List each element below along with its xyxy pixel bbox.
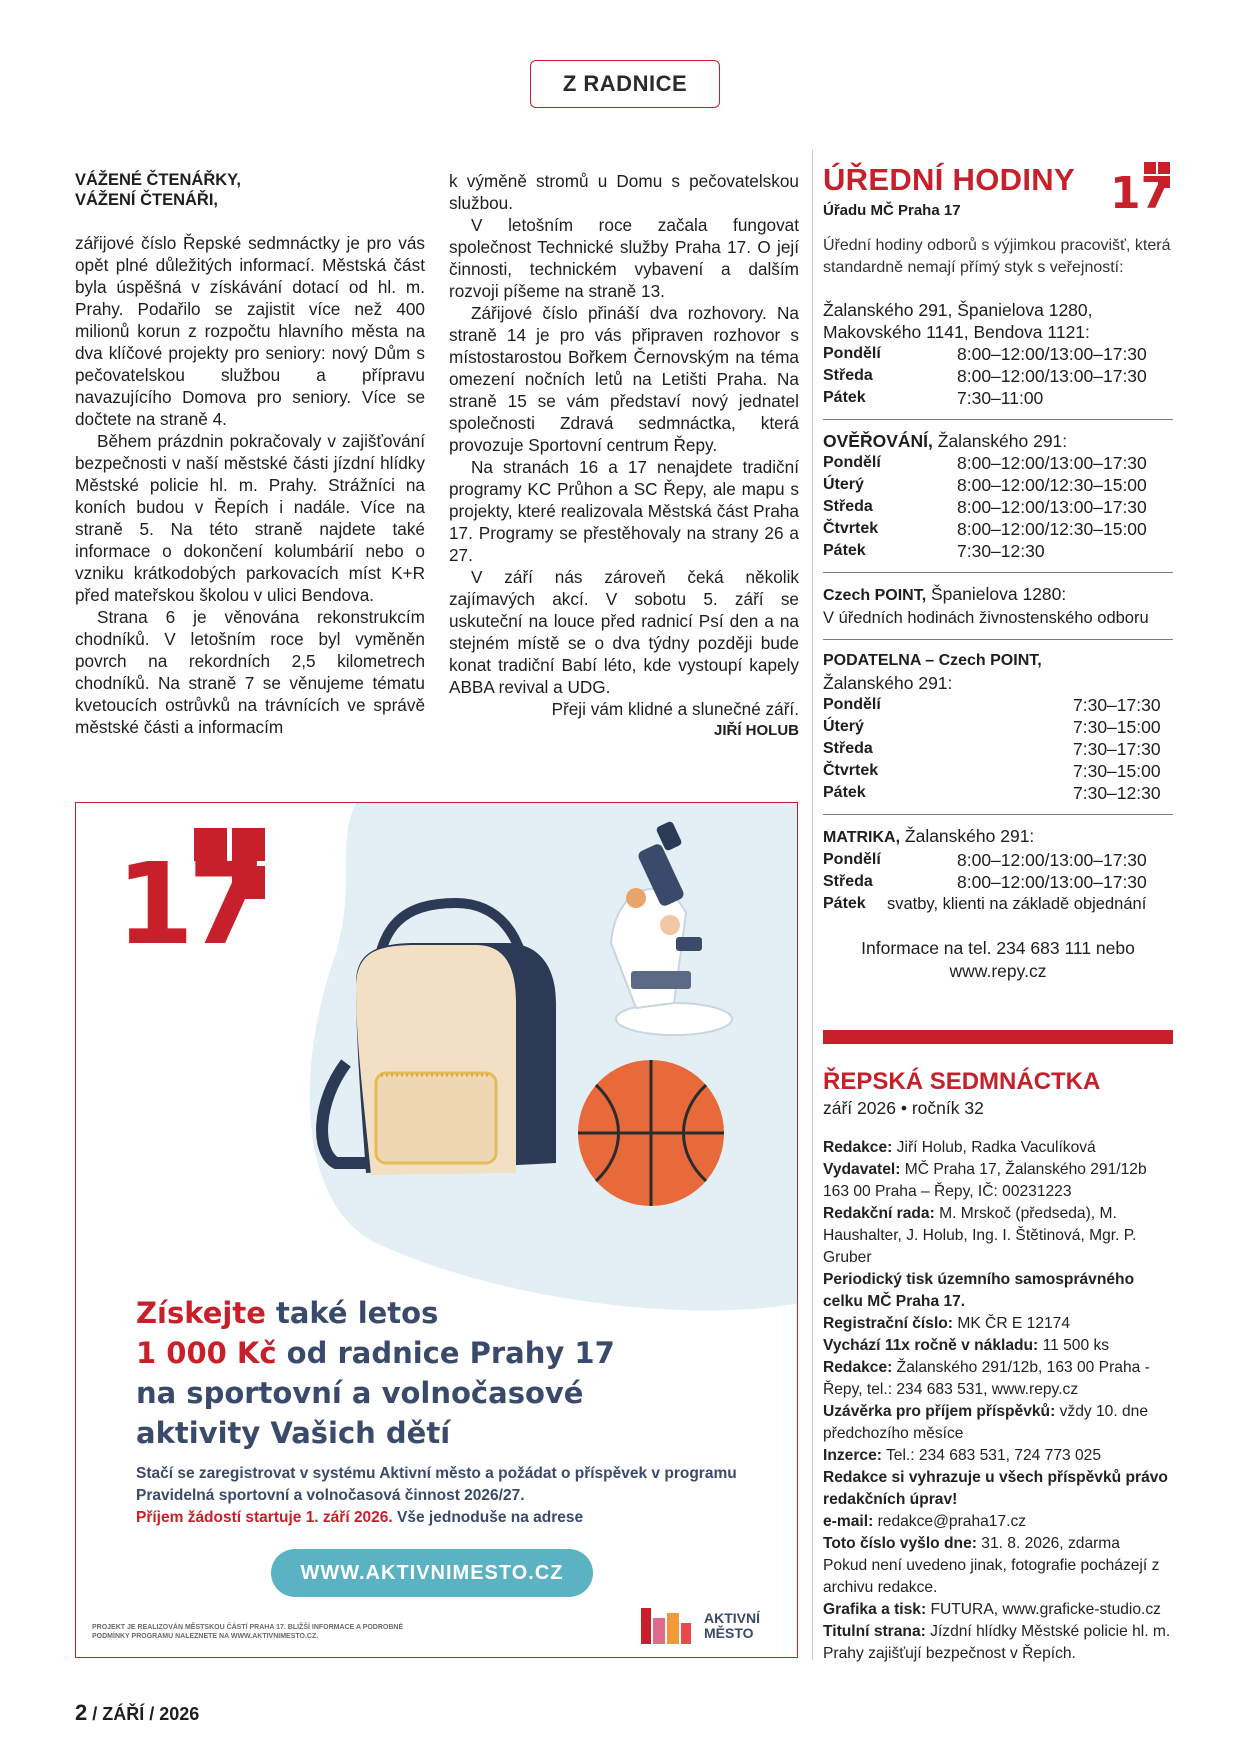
imprint-line: Redakce: Žalanského 291/12b, 163 00 Praha - Řepy, tel.: 234 683 531, www.repy.cz	[823, 1359, 1150, 1398]
imprint-line: Redakce: Jiří Holub, Radka Vaculíková	[823, 1139, 1096, 1156]
imprint-line: Pokud není uvedeno jinak, fotografie pocházejí z archivu redakce.	[823, 1557, 1160, 1596]
section-tag: Z RADNICE	[530, 60, 720, 108]
ad-disclaimer: PROJEKT JE REALIZOVÁN MĚSTSKOU ČÁSTÍ PRAHA 17. BLIŽŠÍ INFORMACE A PODROBNÉ PODMÍNKY PROGRAMU NALEZNETE NA WWW.AKTIVNIMESTO.CZ.	[92, 1624, 404, 1640]
ad-text: Stačí se zaregistrovat v systému Aktivní město a požádat o příspěvek v programu Pravidelná sportovní a volnočasová činnost 2026/27. Příjem žádostí startuje 1. září 2026. Vše jednoduše na adrese	[136, 1465, 737, 1526]
red-bar	[823, 1030, 1173, 1044]
hours-block-czechpoint: Czech POINT, Španielova 1280: V úředních hodinách živnostenského odboru	[823, 584, 1149, 627]
hours-block-registry: PODATELNA – Czech POINT, Žalanského 291: Pondělí 7:30–17:30 Úterý 7:30–15:00 Středa 7:30–17:30 Čtvrtek 7:30–15:00 Pátek 7:30–12:30	[823, 652, 1161, 803]
greeting	[75, 170, 425, 210]
page-number: 2	[75, 1700, 88, 1725]
imprint-line: Redakce si vyhrazuje u všech příspěvků právo redakčních úprav!	[823, 1469, 1168, 1508]
hours-row: Pátek 7:30–11:00	[823, 388, 1044, 408]
svg-text:17: 17	[116, 840, 260, 970]
office-hours-body	[823, 235, 1173, 983]
signature: JIŘÍ HOLUB	[713, 722, 799, 739]
closing-line: Přeji vám klidné a slunečné září.	[551, 699, 799, 719]
office-hours-title: ÚŘEDNÍ HODINY	[823, 162, 1075, 197]
greeting-line-2: VÁŽENÍ ČTENÁŘI,	[75, 191, 219, 209]
aktivni-mesto-logo-icon	[641, 1608, 691, 1644]
divider	[823, 814, 1173, 815]
ad-illustration	[76, 803, 798, 1658]
hours-address: Žalanského 291, Španielova 1280, Makovského 1141, Bendova 1121:	[823, 300, 1093, 342]
svg-text:17: 17	[1110, 168, 1172, 212]
paragraph: V září nás zároveň čeká několik zajímavých akcí. V sobotu 5. září se uskuteční na louce před radnicí Psí den a na stejném místě se o dva týdny později bude konat tradiční Babí léto, kde vystoupí kapely ABBA revival a UDG.	[449, 567, 799, 697]
divider	[823, 639, 1173, 640]
divider	[823, 572, 1173, 573]
hours-row: Pondělí 8:00–12:00/13:00–17:30	[823, 344, 1147, 364]
hours-block-main	[823, 299, 1173, 409]
imprint-line: Toto číslo vyšlo dne: 31. 8. 2026, zdarma	[823, 1535, 1120, 1552]
imprint-issue: září 2026 • ročník 32	[823, 1098, 984, 1118]
imprint-line: Redakční rada: M. Mrskoč (předseda), M. Haushalter, J. Holub, Ing. I. Štětinová, Mgr. P. Gruber	[823, 1205, 1137, 1266]
paragraph: zářijové číslo Řepské sedmnáctky je pro vás opět plné důležitých informací. Městská část byla úspěšná v získávání dotací od hl. m. Prahy. Podařilo se zajistit více než 400 milionů korun z rozpočtu hlavního města na dva klíčové projekty pro seniory: nový Dům s pečovatelskou službou a přípravu navazujícího Domova pro seniory. Více se dočtete na straně 4.	[75, 233, 425, 429]
aktivnimesto-link-button[interactable]: WWW.AKTIVNIMESTO.CZ	[271, 1549, 593, 1597]
paragraph: Zářijové číslo přináší dva rozhovory. Na straně 14 je pro vás připraven rozhovor s místostarostou Bořkem Černovským na téma omezení nočních letů na Letišti Praha. Na straně 15 se vám představí nový jednatel společnosti Zdravá sedmnáctka, která provozuje Sportovní centrum Řepy.	[449, 303, 799, 455]
praha17-logo-icon	[116, 828, 265, 970]
office-info: Informace na tel. 234 683 111 nebo www.repy.cz	[823, 937, 1173, 983]
imprint-line: Grafika a tisk: FUTURA, www.graficke-studio.cz	[823, 1601, 1161, 1618]
imprint-panel	[823, 1030, 1173, 1665]
imprint-line: Periodický tisk územního samosprávného celku MČ Praha 17.	[823, 1271, 1135, 1310]
paragraph: k výměně stromů u Domu s pečovatelskou službou.	[449, 171, 799, 213]
page-footer	[75, 1700, 199, 1726]
column-divider	[812, 150, 813, 1660]
aktivni-mesto-brand: AKTIVNÍ MĚSTO	[704, 1610, 760, 1641]
office-hours-subtitle: Úřadu MČ Praha 17	[823, 202, 961, 219]
imprint-line: e-mail: redakce@praha17.cz	[823, 1513, 1027, 1530]
hours-block-verification: OVĚŘOVÁNÍ, Žalanského 291: Pondělí 8:00–12:00/13:00–17:30 Úterý 8:00–12:00/12:30–15:00 Středa 8:00–12:00/13:00–17:30 Čtvrtek 8:00–12:00/12:30–15:00 Pátek 7:30–12:30	[823, 431, 1147, 561]
office-hours-intro: Úřední hodiny odborů s výjimkou pracovišť, která standardně nemají přímý styk s veřejností:	[823, 237, 1171, 276]
imprint-line: Uzávěrka pro příjem příspěvků: vždy 10. dne předchozího měsíce	[823, 1403, 1149, 1442]
article-column-1	[75, 170, 425, 738]
paragraph: Na stranách 16 a 17 nenajdete tradiční programy KC Průhon a SC Řepy, ale mapu s projekty, které realizovala Městská část Praha 17. Programy se přestěhovaly na strany 26 a 27.	[449, 457, 799, 565]
hours-row: Středa 8:00–12:00/13:00–17:30	[823, 366, 1147, 386]
imprint-line: Registrační číslo: MK ČR E 12174	[823, 1315, 1071, 1332]
hours-block-matrika: MATRIKA, Žalanského 291: Pondělí 8:00–12:00/13:00–17:30 Středa 8:00–12:00/13:00–17:30 Pátek svatby, klienti na základě objednání	[823, 826, 1147, 913]
divider	[823, 419, 1173, 420]
article-column-2	[449, 170, 799, 742]
website-link[interactable]: www.repy.cz	[949, 961, 1047, 981]
basketball-icon	[578, 1060, 724, 1206]
greeting-line-1: VÁŽENÉ ČTENÁŘKY,	[75, 171, 241, 189]
issue-label: / ZÁŘÍ / 2026	[87, 1704, 200, 1724]
imprint-line: Titulní strana: Jízdní hlídky Městské policie hl. m. Prahy zajišťují bezpečnost v Řepích.	[823, 1623, 1171, 1662]
imprint-line: Inzerce: Tel.: 234 683 531, 724 773 025	[823, 1447, 1102, 1464]
advertisement	[75, 802, 798, 1658]
imprint-line: Vychází 11x ročně v nákladu: 11 500 ks	[823, 1337, 1110, 1354]
praha17-logo-icon	[1110, 160, 1174, 212]
ad-headline: Získejte také letos 1 000 Kč od radnice Prahy 17 na sportovní a volnočasové aktivity Vašich dětí	[136, 1296, 615, 1450]
imprint-line: Vydavatel: MČ Praha 17, Žalanského 291/12b 163 00 Praha – Řepy, IČ: 00231223	[823, 1161, 1147, 1200]
imprint-lines	[823, 1137, 1173, 1665]
paragraph: Během prázdnin pokračovaly v zajišťování bezpečnosti v naší městské části jízdní hlídky Městské policie hl. m. Prahy. Strážníci na koních budou v Řepích i nadále. Více na straně 5. Na této straně najdete také informace o dokončení kolumbárií nebo o vzniku krátkodobých parkovacích míst K+R před mateřskou školou v ulici Bendova.	[75, 431, 425, 605]
paragraph: Strana 6 je věnována rekonstrukcím chodníků. V letošním roce byl vyměněn povrch na rekordních 2,5 kilometrech chodníků. Na straně 7 se věnujeme tématu kvetoucích ostrůvků na trávnících ve správě městské části a informacím	[75, 607, 425, 737]
imprint-title: ŘEPSKÁ SEDMNÁCTKA	[823, 1068, 1101, 1095]
paragraph: V letošním roce začala fungovat společnost Technické služby Praha 17. O její činnosti, technickém vybavení a dalším rozvoji píšeme na straně 13.	[449, 215, 799, 301]
